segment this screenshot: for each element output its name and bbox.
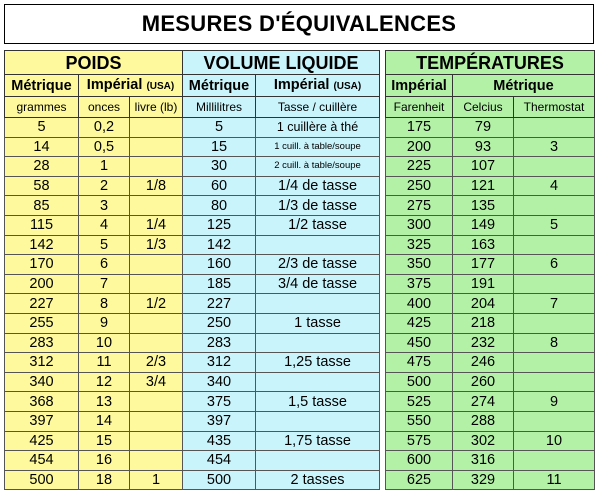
grams-cell: 255	[5, 313, 79, 333]
celsius-cell: 329	[453, 470, 514, 490]
millilitres-cell: 5	[183, 118, 256, 138]
fahrenheit-cell: 450	[386, 333, 453, 353]
cup-spoon-cell	[256, 294, 380, 314]
thermostat-cell	[514, 274, 595, 294]
millilitres-cell: 185	[183, 274, 256, 294]
pounds-cell	[130, 196, 183, 216]
temperature-table	[385, 50, 595, 490]
table-row	[386, 411, 595, 431]
cup-spoon-cell: 1 tasse	[256, 313, 380, 333]
grams-cell: 5	[5, 118, 79, 138]
celsius-cell: 316	[453, 451, 514, 471]
pounds-cell	[130, 157, 183, 177]
table-row	[386, 313, 595, 333]
ounces-cell: 11	[79, 353, 130, 373]
page-title: MESURES D'ÉQUIVALENCES	[4, 4, 594, 44]
table-row	[386, 294, 595, 314]
thermostat-cell	[514, 353, 595, 373]
ounces-cell: 6	[79, 255, 130, 275]
grams-cell: 340	[5, 372, 79, 392]
celsius-cell: 135	[453, 196, 514, 216]
grams-cell: 227	[5, 294, 79, 314]
pounds-cell	[130, 118, 183, 138]
ounces-cell: 13	[79, 392, 130, 412]
thermostat-cell	[514, 118, 595, 138]
table-row	[386, 196, 595, 216]
cup-spoon-cell	[256, 235, 380, 255]
fahrenheit-cell: 175	[386, 118, 453, 138]
grams-cell: 58	[5, 176, 79, 196]
pounds-cell	[130, 137, 183, 157]
ounces-cell: 4	[79, 215, 130, 235]
millilitres-cell: 250	[183, 313, 256, 333]
grams-cell: 115	[5, 215, 79, 235]
weight-volume-table	[4, 50, 380, 490]
fahrenheit-cell: 475	[386, 353, 453, 373]
millilitres-cell: 125	[183, 215, 256, 235]
table-row	[386, 215, 595, 235]
millilitres-cell: 142	[183, 235, 256, 255]
thermostat-cell	[514, 196, 595, 216]
thermostat-cell: 10	[514, 431, 595, 451]
table-row	[386, 353, 595, 373]
celsius-cell: 260	[453, 372, 514, 392]
table-row	[5, 470, 380, 490]
millilitres-cell: 283	[183, 333, 256, 353]
thermostat-cell	[514, 157, 595, 177]
thermostat-cell: 3	[514, 137, 595, 157]
millilitres-cell: 340	[183, 372, 256, 392]
unit-millilitres: Millilitres	[183, 97, 256, 118]
cup-spoon-cell: 2/3 de tasse	[256, 255, 380, 275]
fahrenheit-cell: 375	[386, 274, 453, 294]
cup-spoon-cell: 1/3 de tasse	[256, 196, 380, 216]
temperature-heading: TEMPÉRATURES	[386, 51, 595, 75]
pounds-cell	[130, 313, 183, 333]
ounces-cell: 12	[79, 372, 130, 392]
thermostat-cell: 7	[514, 294, 595, 314]
grams-cell: 142	[5, 235, 79, 255]
unit-celsius: Celcius	[453, 97, 514, 118]
temp-imperial-header: Impérial	[386, 75, 453, 97]
thermostat-cell	[514, 372, 595, 392]
fahrenheit-cell: 225	[386, 157, 453, 177]
weight-imperial-header	[79, 75, 183, 97]
millilitres-cell: 160	[183, 255, 256, 275]
celsius-cell: 191	[453, 274, 514, 294]
grams-cell: 312	[5, 353, 79, 373]
fahrenheit-cell: 275	[386, 196, 453, 216]
volume-metric-header: Métrique	[183, 75, 256, 97]
celsius-cell: 288	[453, 411, 514, 431]
table-row	[386, 372, 595, 392]
pounds-cell: 2/3	[130, 353, 183, 373]
fahrenheit-cell: 550	[386, 411, 453, 431]
celsius-cell: 232	[453, 333, 514, 353]
table-row	[5, 255, 380, 275]
table-row	[386, 235, 595, 255]
table-row	[5, 431, 380, 451]
ounces-cell: 9	[79, 313, 130, 333]
fahrenheit-cell: 625	[386, 470, 453, 490]
thermostat-cell: 6	[514, 255, 595, 275]
grams-cell: 170	[5, 255, 79, 275]
fahrenheit-cell: 425	[386, 313, 453, 333]
thermostat-cell: 9	[514, 392, 595, 412]
cup-spoon-cell	[256, 451, 380, 471]
grams-cell: 454	[5, 451, 79, 471]
weight-imperial-label: Impérial	[86, 76, 143, 93]
unit-fahrenheit: Farenheit	[386, 97, 453, 118]
ounces-cell: 1	[79, 157, 130, 177]
unit-ounces: onces	[79, 97, 130, 118]
weight-usa-label: (USA)	[146, 80, 175, 92]
millilitres-cell: 312	[183, 353, 256, 373]
ounces-cell: 15	[79, 431, 130, 451]
fahrenheit-cell: 500	[386, 372, 453, 392]
unit-pounds: livre (lb)	[130, 97, 183, 118]
pounds-cell	[130, 333, 183, 353]
celsius-cell: 177	[453, 255, 514, 275]
table-row	[5, 176, 380, 196]
table-row	[386, 333, 595, 353]
celsius-cell: 149	[453, 215, 514, 235]
cup-spoon-cell	[256, 333, 380, 353]
table-row	[5, 372, 380, 392]
millilitres-cell: 80	[183, 196, 256, 216]
fahrenheit-cell: 350	[386, 255, 453, 275]
ounces-cell: 10	[79, 333, 130, 353]
millilitres-cell: 375	[183, 392, 256, 412]
fahrenheit-cell: 325	[386, 235, 453, 255]
thermostat-cell: 8	[514, 333, 595, 353]
celsius-cell: 274	[453, 392, 514, 412]
millilitres-cell: 454	[183, 451, 256, 471]
unit-grams: grammes	[5, 97, 79, 118]
table-row	[5, 353, 380, 373]
pounds-cell: 1/3	[130, 235, 183, 255]
weight-metric-header: Métrique	[5, 75, 79, 97]
celsius-cell: 93	[453, 137, 514, 157]
cup-spoon-cell: 1,25 tasse	[256, 353, 380, 373]
thermostat-cell	[514, 313, 595, 333]
cup-spoon-cell	[256, 372, 380, 392]
table-row	[386, 157, 595, 177]
table-row	[386, 137, 595, 157]
ounces-cell: 5	[79, 235, 130, 255]
table-row	[5, 333, 380, 353]
grams-cell: 397	[5, 411, 79, 431]
pounds-cell: 3/4	[130, 372, 183, 392]
grams-cell: 85	[5, 196, 79, 216]
pounds-cell	[130, 431, 183, 451]
pounds-cell	[130, 451, 183, 471]
table-row	[5, 294, 380, 314]
fahrenheit-cell: 575	[386, 431, 453, 451]
ounces-cell: 18	[79, 470, 130, 490]
celsius-cell: 204	[453, 294, 514, 314]
table-row	[5, 137, 380, 157]
thermostat-cell	[514, 235, 595, 255]
millilitres-cell: 227	[183, 294, 256, 314]
fahrenheit-cell: 250	[386, 176, 453, 196]
thermostat-cell	[514, 411, 595, 431]
fahrenheit-cell: 300	[386, 215, 453, 235]
table-row	[5, 451, 380, 471]
pounds-cell	[130, 274, 183, 294]
table-row	[5, 274, 380, 294]
thermostat-cell: 11	[514, 470, 595, 490]
table-row	[386, 176, 595, 196]
ounces-cell: 3	[79, 196, 130, 216]
grams-cell: 28	[5, 157, 79, 177]
fahrenheit-cell: 525	[386, 392, 453, 412]
celsius-cell: 218	[453, 313, 514, 333]
table-row	[386, 118, 595, 138]
celsius-cell: 121	[453, 176, 514, 196]
table-row	[386, 451, 595, 471]
cup-spoon-cell: 1,75 tasse	[256, 431, 380, 451]
table-row	[5, 313, 380, 333]
ounces-cell: 0,2	[79, 118, 130, 138]
celsius-cell: 302	[453, 431, 514, 451]
millilitres-cell: 397	[183, 411, 256, 431]
thermostat-cell: 4	[514, 176, 595, 196]
grams-cell: 283	[5, 333, 79, 353]
thermostat-cell: 5	[514, 215, 595, 235]
cup-spoon-cell	[256, 411, 380, 431]
thermostat-cell	[514, 451, 595, 471]
cup-spoon-cell: 1 cuillère à thé	[256, 118, 380, 138]
table-row	[386, 392, 595, 412]
weight-heading: POIDS	[5, 51, 183, 75]
volume-imperial-header	[256, 75, 380, 97]
fahrenheit-cell: 400	[386, 294, 453, 314]
table-row	[386, 470, 595, 490]
equivalence-sheet	[4, 4, 596, 488]
cup-spoon-cell: 2 cuill. à table/soupe	[256, 157, 380, 177]
fahrenheit-cell: 200	[386, 137, 453, 157]
millilitres-cell: 435	[183, 431, 256, 451]
temp-metric-header: Métrique	[453, 75, 595, 97]
grams-cell: 368	[5, 392, 79, 412]
ounces-cell: 8	[79, 294, 130, 314]
pounds-cell	[130, 411, 183, 431]
table-row	[5, 411, 380, 431]
table-row	[386, 431, 595, 451]
pounds-cell: 1/4	[130, 215, 183, 235]
table-row	[5, 235, 380, 255]
ounces-cell: 16	[79, 451, 130, 471]
ounces-cell: 2	[79, 176, 130, 196]
ounces-cell: 14	[79, 411, 130, 431]
table-row	[386, 255, 595, 275]
cup-spoon-cell: 1/2 tasse	[256, 215, 380, 235]
ounces-cell: 7	[79, 274, 130, 294]
celsius-cell: 79	[453, 118, 514, 138]
cup-spoon-cell: 1/4 de tasse	[256, 176, 380, 196]
unit-cup-spoon: Tasse / cuillère	[256, 97, 380, 118]
volume-usa-label: (USA)	[333, 80, 362, 92]
grams-cell: 500	[5, 470, 79, 490]
celsius-cell: 163	[453, 235, 514, 255]
millilitres-cell: 500	[183, 470, 256, 490]
millilitres-cell: 60	[183, 176, 256, 196]
cup-spoon-cell: 1,5 tasse	[256, 392, 380, 412]
table-row	[5, 392, 380, 412]
pounds-cell: 1	[130, 470, 183, 490]
fahrenheit-cell: 600	[386, 451, 453, 471]
volume-heading: VOLUME LIQUIDE	[183, 51, 380, 75]
celsius-cell: 246	[453, 353, 514, 373]
millilitres-cell: 30	[183, 157, 256, 177]
pounds-cell: 1/8	[130, 176, 183, 196]
pounds-cell: 1/2	[130, 294, 183, 314]
celsius-cell: 107	[453, 157, 514, 177]
table-row	[5, 157, 380, 177]
cup-spoon-cell: 3/4 de tasse	[256, 274, 380, 294]
table-row	[386, 274, 595, 294]
pounds-cell	[130, 255, 183, 275]
ounces-cell: 0,5	[79, 137, 130, 157]
table-row	[5, 215, 380, 235]
table-row	[5, 196, 380, 216]
cup-spoon-cell: 2 tasses	[256, 470, 380, 490]
pounds-cell	[130, 392, 183, 412]
grams-cell: 200	[5, 274, 79, 294]
millilitres-cell: 15	[183, 137, 256, 157]
grams-cell: 425	[5, 431, 79, 451]
volume-imperial-label: Impérial	[273, 76, 330, 93]
unit-thermostat: Thermostat	[514, 97, 595, 118]
table-row	[5, 118, 380, 138]
grams-cell: 14	[5, 137, 79, 157]
cup-spoon-cell: 1 cuill. à table/soupe	[256, 137, 380, 157]
